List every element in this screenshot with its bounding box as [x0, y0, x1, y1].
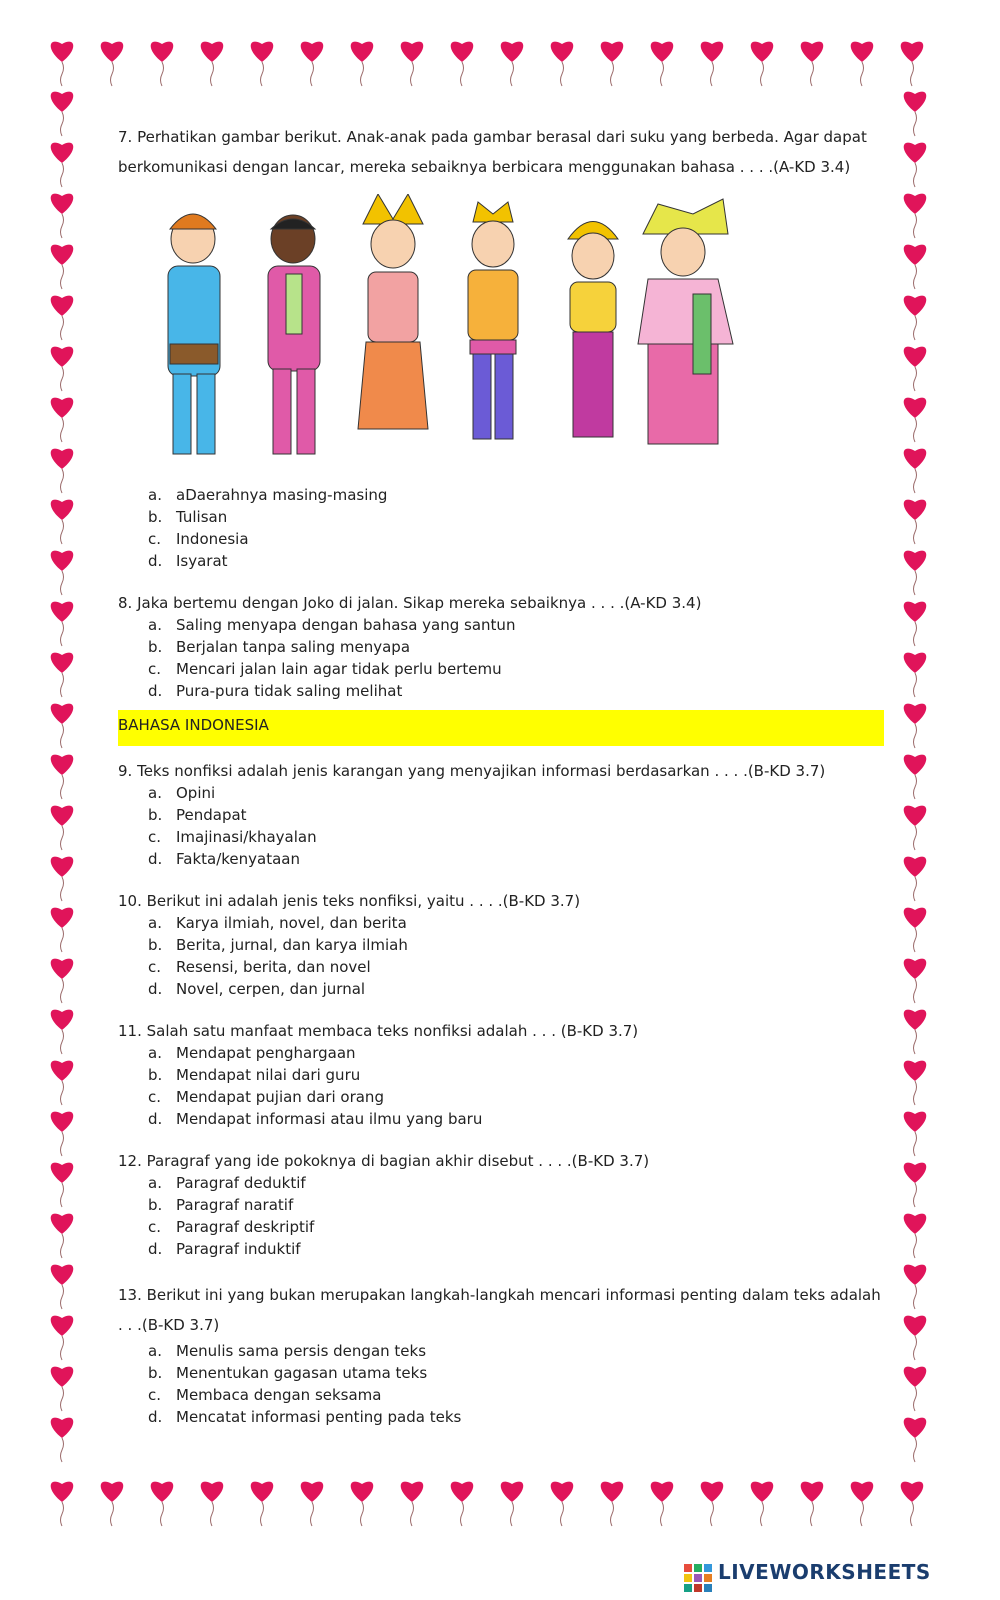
option-a[interactable]: [148, 782, 888, 804]
heart-balloon-icon: [51, 42, 74, 86]
option-text: Novel, cerpen, dan jurnal: [176, 980, 366, 998]
heart-balloon-icon: [904, 1418, 927, 1462]
heart-balloon-icon: [51, 245, 74, 289]
heart-balloon-icon: [151, 1482, 174, 1526]
option-letter: d.: [148, 1240, 163, 1258]
heart-balloon-icon: [51, 398, 74, 442]
heart-balloon-icon: [301, 42, 324, 86]
option-text: Fakta/kenyataan: [176, 850, 300, 868]
option-text: Menentukan gagasan utama teks: [176, 1364, 428, 1382]
option-letter: c.: [148, 1088, 162, 1106]
child-figure: [468, 202, 518, 439]
question-7-options: [148, 484, 888, 572]
option-b[interactable]: [148, 1064, 888, 1086]
heart-balloon-icon: [51, 1010, 74, 1054]
option-b[interactable]: [148, 636, 888, 658]
heart-balloon-icon: [251, 1482, 274, 1526]
option-a[interactable]: [148, 614, 888, 636]
option-letter: b.: [148, 1364, 163, 1382]
child-figure: [268, 215, 320, 454]
question-11-options: [148, 1042, 888, 1130]
question-13-options: [148, 1340, 888, 1428]
heart-balloon-icon: [651, 42, 674, 86]
option-text: Paragraf naratif: [176, 1196, 294, 1214]
heart-balloon-icon: [51, 908, 74, 952]
option-letter: a.: [148, 914, 162, 932]
option-letter: d.: [148, 1408, 163, 1426]
option-c[interactable]: [148, 1086, 888, 1108]
question-8-text: 8. Jaka bertemu dengan Joko di jalan. Sikap mereka sebaiknya . . . .(A-KD 3.4): [118, 594, 702, 612]
heart-balloon-icon: [51, 1163, 74, 1207]
section-heading: BAHASA INDONESIA: [118, 710, 884, 746]
option-letter: b.: [148, 1196, 163, 1214]
question-11-text: 11. Salah satu manfaat membaca teks nonfiksi adalah . . . (B-KD 3.7): [118, 1022, 639, 1040]
option-text: Mendapat informasi atau ilmu yang baru: [176, 1110, 483, 1128]
option-c[interactable]: [148, 826, 888, 848]
heart-balloon-icon: [51, 806, 74, 850]
heart-balloon-icon: [751, 1482, 774, 1526]
heart-balloon-icon: [904, 551, 927, 595]
heart-balloon-icon: [51, 1214, 74, 1258]
heart-balloon-icon: [351, 1482, 374, 1526]
heart-balloon-icon: [101, 42, 124, 86]
option-letter: a.: [148, 486, 162, 504]
heart-balloon-icon: [401, 42, 424, 86]
heart-balloon-icon: [904, 1367, 927, 1411]
option-letter: d.: [148, 1110, 163, 1128]
heart-balloon-icon: [904, 245, 927, 289]
heart-balloon-icon: [904, 959, 927, 1003]
option-text: Pendapat: [176, 806, 247, 824]
heart-balloon-icon: [904, 143, 927, 187]
heart-balloon-icon: [51, 1482, 74, 1526]
heart-balloon-icon: [501, 1482, 524, 1526]
heart-balloon-icon: [904, 1214, 927, 1258]
heart-balloon-icon: [904, 653, 927, 697]
option-letter: b.: [148, 806, 163, 824]
heart-balloon-icon: [401, 1482, 424, 1526]
heart-balloon-icon: [901, 42, 924, 86]
children-traditional-costumes-illustration: [118, 194, 758, 474]
heart-balloon-icon: [301, 1482, 324, 1526]
option-letter: c.: [148, 1386, 162, 1404]
option-text: Berjalan tanpa saling menyapa: [176, 638, 411, 656]
heart-balloon-icon: [601, 42, 624, 86]
option-a[interactable]: [148, 1172, 888, 1194]
option-a[interactable]: [148, 484, 888, 506]
option-letter: a.: [148, 1044, 162, 1062]
heart-balloon-icon: [904, 296, 927, 340]
heart-balloon-icon: [904, 1010, 927, 1054]
option-letter: a.: [148, 1342, 162, 1360]
option-letter: a.: [148, 784, 162, 802]
heart-balloon-icon: [551, 42, 574, 86]
heart-balloon-icon: [904, 500, 927, 544]
heart-balloon-icon: [701, 1482, 724, 1526]
question-12-options: [148, 1172, 888, 1260]
heart-balloon-icon: [201, 1482, 224, 1526]
heart-balloon-icon: [101, 1482, 124, 1526]
option-text: Mendapat penghargaan: [176, 1044, 356, 1062]
heart-balloon-icon: [51, 1367, 74, 1411]
option-text: Tulisan: [176, 508, 228, 526]
option-c[interactable]: [148, 956, 888, 978]
option-b[interactable]: [148, 1362, 888, 1384]
question-12-text: 12. Paragraf yang ide pokoknya di bagian akhir disebut . . . .(B-KD 3.7): [118, 1152, 650, 1170]
heart-balloon-icon: [801, 1482, 824, 1526]
heart-balloon-icon: [51, 704, 74, 748]
heart-balloon-icon: [251, 42, 274, 86]
question-9-options: [148, 782, 888, 870]
heart-balloon-icon: [201, 42, 224, 86]
heart-balloon-icon: [904, 602, 927, 646]
option-c[interactable]: [148, 1384, 888, 1406]
option-text: Saling menyapa dengan bahasa yang santun: [176, 616, 516, 634]
heart-balloon-icon: [51, 857, 74, 901]
option-text: Paragraf induktif: [176, 1240, 301, 1258]
option-text: Imajinasi/khayalan: [176, 828, 317, 846]
option-c[interactable]: [148, 1216, 888, 1238]
question-13-text: 13. Berikut ini yang bukan merupakan langkah-langkah mencari informasi penting dalam teks adalah . . .(B-KD 3.7): [118, 1286, 881, 1334]
heart-balloon-icon: [501, 42, 524, 86]
option-text: Mendapat pujian dari orang: [176, 1088, 384, 1106]
option-text: Berita, jurnal, dan karya ilmiah: [176, 936, 408, 954]
heart-balloon-icon: [451, 42, 474, 86]
option-b[interactable]: [148, 934, 888, 956]
heart-balloon-icon: [904, 1316, 927, 1360]
option-text: Opini: [176, 784, 216, 802]
heart-balloon-icon: [901, 1482, 924, 1526]
option-d[interactable]: [148, 978, 888, 1000]
question-8-options: [148, 614, 888, 702]
heart-balloon-icon: [51, 1316, 74, 1360]
option-letter: d.: [148, 682, 163, 700]
option-text: Indonesia: [176, 530, 249, 548]
heart-balloon-icon: [51, 959, 74, 1003]
heart-balloon-icon: [51, 755, 74, 799]
question-10-options: [148, 912, 888, 1000]
option-letter: d.: [148, 552, 163, 570]
heart-balloon-icon: [51, 143, 74, 187]
heart-balloon-icon: [51, 602, 74, 646]
heart-balloon-icon: [904, 347, 927, 391]
heart-balloon-icon: [651, 1482, 674, 1526]
heart-balloon-icon: [601, 1482, 624, 1526]
heart-balloon-icon: [51, 551, 74, 595]
option-text: Menulis sama persis dengan teks: [176, 1342, 427, 1360]
option-text: Mendapat nilai dari guru: [176, 1066, 361, 1084]
child-figure: [638, 199, 733, 444]
child-figure: [168, 214, 220, 454]
question-7-text: 7. Perhatikan gambar berikut. Anak-anak pada gambar berasal dari suku yang berbeda. Agar dapat berkomunikasi dengan lancar, mereka sebaiknya berbicara menggunakan bahasa . . . .(A-KD 3.4): [118, 128, 867, 176]
option-letter: b.: [148, 638, 163, 656]
heart-balloon-icon: [451, 1482, 474, 1526]
option-a[interactable]: [148, 1042, 888, 1064]
heart-balloon-icon: [51, 1418, 74, 1462]
option-text: Paragraf deskriptif: [176, 1218, 315, 1236]
heart-balloon-icon: [51, 1112, 74, 1156]
option-text: Karya ilmiah, novel, dan berita: [176, 914, 407, 932]
option-c[interactable]: [148, 528, 888, 550]
heart-balloon-icon: [904, 908, 927, 952]
option-letter: a.: [148, 616, 162, 634]
option-letter: b.: [148, 936, 163, 954]
heart-balloon-icon: [851, 42, 874, 86]
heart-balloon-icon: [51, 347, 74, 391]
heart-balloon-icon: [51, 653, 74, 697]
heart-balloon-icon: [904, 1112, 927, 1156]
heart-balloon-icon: [904, 92, 927, 136]
heart-balloon-icon: [904, 398, 927, 442]
heart-balloon-icon: [904, 704, 927, 748]
option-text: Mencatat informasi penting pada teks: [176, 1408, 462, 1426]
heart-balloon-icon: [551, 1482, 574, 1526]
heart-balloon-icon: [904, 1163, 927, 1207]
heart-balloon-icon: [701, 42, 724, 86]
heart-balloon-icon: [904, 449, 927, 493]
option-text: Pura-pura tidak saling melihat: [176, 682, 403, 700]
option-d[interactable]: [148, 1108, 888, 1130]
option-text: Isyarat: [176, 552, 228, 570]
heart-balloon-icon: [51, 92, 74, 136]
heart-balloon-icon: [51, 500, 74, 544]
option-letter: c.: [148, 1218, 162, 1236]
heart-balloon-icon: [751, 42, 774, 86]
heart-balloon-icon: [851, 1482, 874, 1526]
question-9-text: 9. Teks nonfiksi adalah jenis karangan yang menyajikan informasi berdasarkan . . . .(B-KD 3.7): [118, 762, 826, 780]
option-text: aDaerahnya masing-masing: [176, 486, 388, 504]
option-letter: b.: [148, 1066, 163, 1084]
heart-balloon-icon: [904, 1061, 927, 1105]
heart-balloon-icon: [51, 1265, 74, 1309]
option-d[interactable]: [148, 848, 888, 870]
heart-balloon-icon: [51, 296, 74, 340]
option-text: Mencari jalan lain agar tidak perlu bertemu: [176, 660, 502, 678]
option-letter: a.: [148, 1174, 162, 1192]
option-a[interactable]: [148, 912, 888, 934]
option-d[interactable]: [148, 550, 888, 572]
liveworksheets-logo-text: LIVEWORKSHEETS: [718, 1560, 931, 1584]
option-d[interactable]: [148, 1406, 888, 1428]
heart-balloon-icon: [904, 194, 927, 238]
option-letter: c.: [148, 828, 162, 846]
option-text: Resensi, berita, dan novel: [176, 958, 371, 976]
heart-balloon-icon: [51, 194, 74, 238]
heart-balloon-icon: [51, 1061, 74, 1105]
heart-balloon-icon: [904, 857, 927, 901]
option-c[interactable]: [148, 658, 888, 680]
option-b[interactable]: [148, 506, 888, 528]
option-a[interactable]: [148, 1340, 888, 1362]
child-figure: [358, 194, 428, 429]
option-text: Paragraf deduktif: [176, 1174, 306, 1192]
heart-balloon-icon: [51, 449, 74, 493]
option-b[interactable]: [148, 1194, 888, 1216]
worksheet-content: [118, 122, 888, 1428]
heart-balloon-icon: [151, 42, 174, 86]
option-letter: b.: [148, 508, 163, 526]
option-b[interactable]: [148, 804, 888, 826]
heart-balloon-icon: [904, 806, 927, 850]
option-text: Membaca dengan seksama: [176, 1386, 382, 1404]
option-letter: c.: [148, 530, 162, 548]
heart-balloon-icon: [904, 755, 927, 799]
heart-balloon-icon: [801, 42, 824, 86]
question-10-text: 10. Berikut ini adalah jenis teks nonfiksi, yaitu . . . .(B-KD 3.7): [118, 892, 581, 910]
option-d[interactable]: [148, 680, 888, 702]
heart-balloon-icon: [351, 42, 374, 86]
option-letter: c.: [148, 958, 162, 976]
option-letter: c.: [148, 660, 162, 678]
option-letter: d.: [148, 980, 163, 998]
option-d[interactable]: [148, 1238, 888, 1260]
child-figure: [568, 222, 618, 438]
heart-balloon-icon: [904, 1265, 927, 1309]
option-letter: d.: [148, 850, 163, 868]
